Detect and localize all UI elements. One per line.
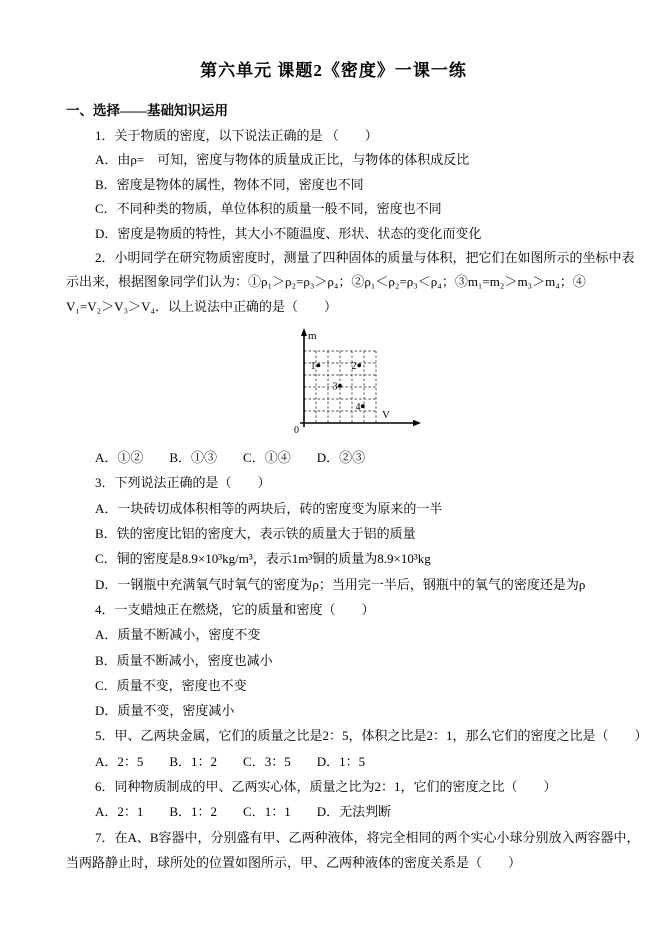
- point-4-dot: [361, 404, 365, 408]
- point-1-label: 1: [310, 361, 316, 373]
- point-2-label: 2: [351, 361, 357, 373]
- q3-option-a: A．一块砖切成体积相等的两块后，砖的密度变为原来的一半: [95, 500, 443, 516]
- x-axis-arrow: [413, 420, 421, 426]
- origin-label: 0: [294, 425, 299, 437]
- q4-option-a: A．质量不断减小，密度不变: [95, 627, 261, 643]
- q1-stem: 1．关于物质的密度，以下说法正确的是 （ ）: [95, 128, 378, 143]
- point-4-label: 4: [355, 402, 361, 414]
- q2-stem-line3: V₁=V₂＞V₃＞V₄．以上说法中正确的是（ ）: [66, 298, 338, 314]
- q2-stem-line2: 示出来，根据图象同学们认为：①ρ₁＞ρ₂=ρ₃＞ρ₄；②ρ₁＜ρ₂=ρ₃＜ρ₄；③m₁=m₂＞m₃＞m₄；④: [66, 274, 586, 290]
- q1-option-b: B．密度是物体的属性，物体不同，密度也不同: [95, 176, 364, 192]
- q3-stem: 3．下列说法正确的是（ ）: [95, 475, 271, 491]
- page-title: 第六单元 课题2《密度》一课一练: [200, 61, 467, 80]
- q6-stem: 6．同种物质制成的甲、乙两实心体，质量之比为2：1，它们的密度之比（ ）: [95, 778, 557, 794]
- q4-option-b: B．质量不断减小，密度也减小: [95, 652, 273, 668]
- q4-option-d: D．质量不变，密度减小: [95, 703, 235, 719]
- q2-stem-line1: 2．小明同学在研究物质密度时，测量了四种固体的质量与体积，把它们在如图所示的坐标中表: [95, 249, 635, 265]
- point-3-label: 3: [332, 381, 338, 393]
- q2-options: A．①② B．①③ C．①④ D．②③: [95, 450, 366, 466]
- q6-options: A．2：1 B．1：2 C．1：1 D．无法判断: [95, 804, 392, 820]
- q4-option-c: C．质量不变，密度也不变: [95, 677, 247, 693]
- q5-stem: 5．甲、乙两块金属，它们的质量之比是2：5，体积之比是2：1，那么它们的密度之比是（ ）: [95, 728, 648, 744]
- mass-volume-graph: [288, 325, 601, 437]
- y-axis-arrow: [301, 328, 307, 336]
- q4-stem: 4．一支蜡烛正在燃烧，它的质量和密度（ ）: [95, 601, 375, 617]
- point-3-dot: [338, 384, 342, 388]
- point-1-dot: [317, 364, 321, 368]
- q7-stem-line2: 当两路静止时，球所处的位置如图所示，甲、乙两种液体的密度关系是（ ）: [66, 854, 522, 870]
- q3-option-b: B．铁的密度比铝的密度大，表示铁的质量大于铝的质量: [95, 526, 416, 542]
- x-axis-label: V: [382, 409, 390, 422]
- q1-option-c: C．不同种类的物质，单位体积的质量一般不同，密度也不同: [95, 201, 442, 217]
- section-heading: 一、选择——基础知识运用: [66, 103, 228, 118]
- q3-option-d: D．一钢瓶中充满氧气时氧气的密度为ρ；当用完一半后，钢瓶中的氧气的密度还是为ρ: [95, 576, 586, 592]
- q3-option-c: C．铜的密度是8.9×10³kg/m³，表示1m³铜的质量为8.9×10³kg: [95, 551, 431, 567]
- q1-option-a: A．由ρ= 可知，密度与物体的质量成正比，与物体的体积成反比: [95, 152, 470, 168]
- point-2-dot: [357, 364, 361, 368]
- mass-volume-graph-svg: [288, 325, 428, 437]
- q7-stem-line1: 7．在A、B容器中，分别盛有甲、乙两种液体，将完全相同的两个实心小球分别放入两容器中，: [95, 829, 640, 845]
- q1-option-d: D．密度是物质的特性，其大小不随温度、形状、状态的变化而变化: [95, 225, 482, 241]
- y-axis-label: m: [308, 330, 317, 343]
- q5-options: A．2：5 B．1：2 C．3：5 D．1：5: [95, 753, 366, 769]
